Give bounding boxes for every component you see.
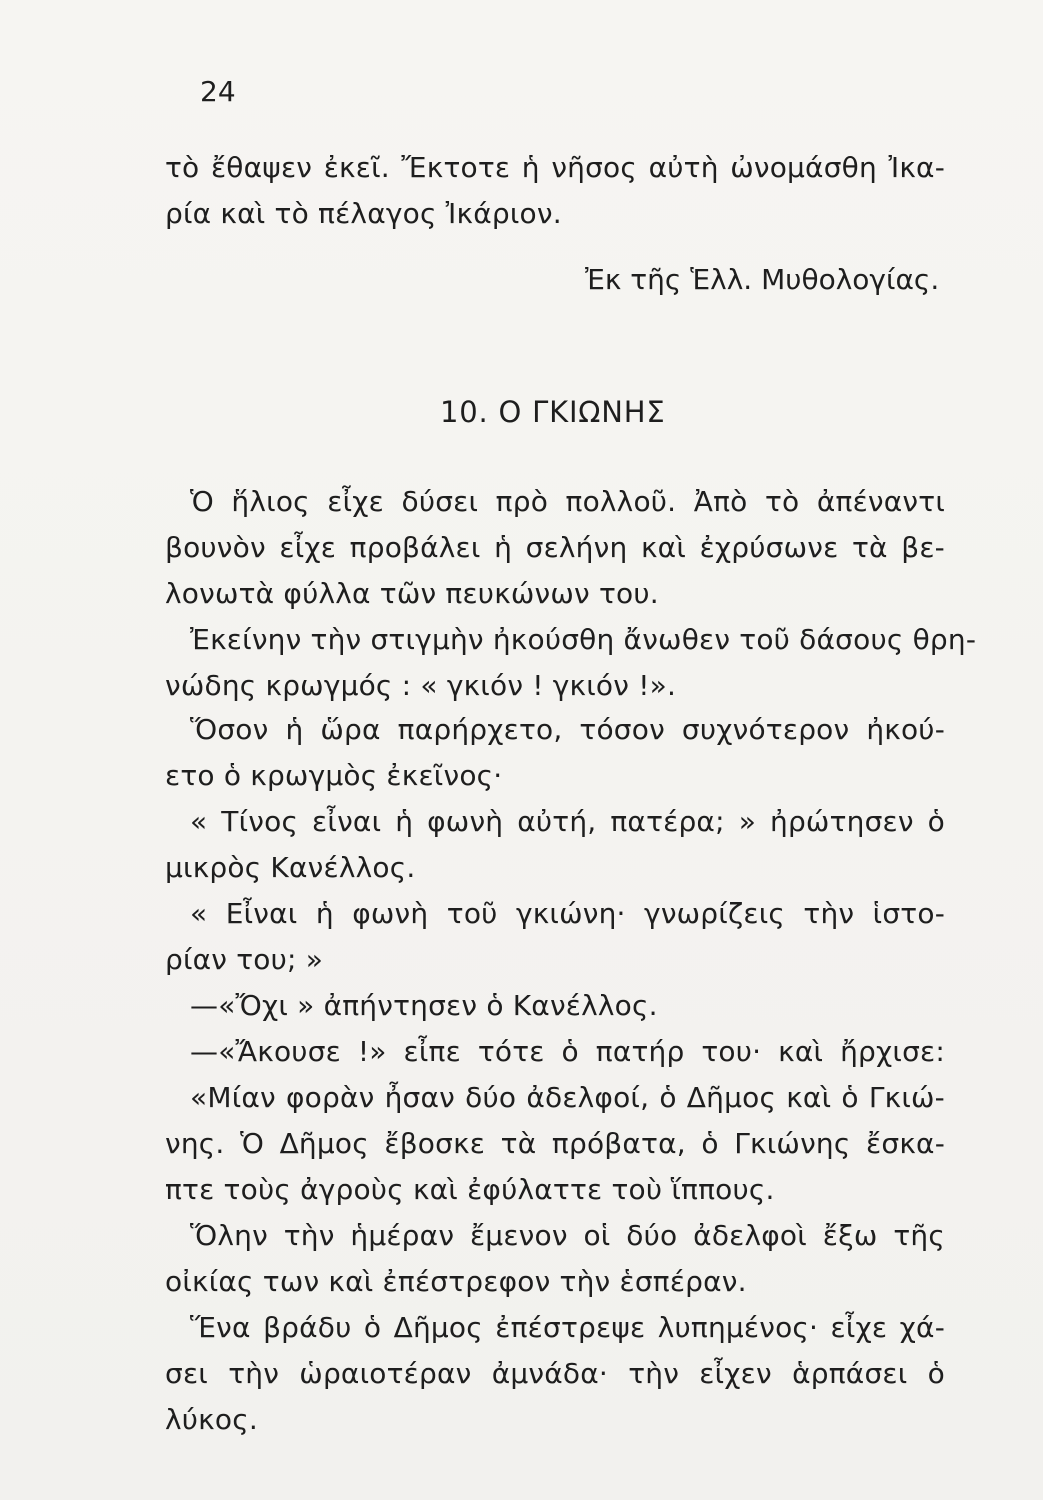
body-line: λονωτὰ φύλλα τῶν πευκώνων του.	[165, 577, 659, 610]
source-attribution: Ἐκ τῆς Ἑλλ. Μυθολογίας.	[585, 263, 940, 296]
chapter-heading: 10. Ο ΓΚΙΩΝΗΣ	[440, 395, 666, 429]
body-line: λύκος.	[165, 1403, 258, 1436]
body-line: Ἐκείνην τὴν στιγμὴν ἠκούσθη ἄνωθεν τοῦ δάσους θρη-	[190, 623, 977, 656]
intro-line: ρία καὶ τὸ πέλαγος Ἰκάριον.	[165, 197, 562, 230]
body-line: —«Ὄχι » ἀπήντησεν ὁ Κανέλλος.	[190, 989, 658, 1022]
body-line: νης. Ὁ Δῆμος ἔβοσκε τὰ πρόβατα, ὁ Γκιώνης ἔσκα-	[165, 1127, 945, 1160]
page-number: 24	[200, 75, 236, 108]
body-line: οἰκίας των καὶ ἐπέστρεφον τὴν ἑσπέραν.	[165, 1265, 747, 1298]
body-line: « Εἶναι ἡ φωνὴ τοῦ γκιώνη· γνωρίζεις τὴν ἱστο-	[190, 897, 945, 930]
intro-line: τὸ ἔθαψεν ἐκεῖ. Ἔκτοτε ἡ νῆσος αὐτὴ ὠνομάσθη Ἰκα-	[165, 151, 945, 184]
body-line: « Τίνος εἶναι ἡ φωνὴ αὐτή, πατέρα; » ἠρώτησεν ὁ	[190, 805, 945, 838]
body-line: «Μίαν φορὰν ἦσαν δύο ἀδελφοί, ὁ Δῆμος καὶ ὁ Γκιώ-	[190, 1081, 945, 1114]
body-line: ετο ὁ κρωγμὸς ἐκεῖνος·	[165, 759, 503, 792]
body-line: πτε τοὺς ἀγροὺς καὶ ἐφύλαττε τοὺ ἵππους.	[165, 1173, 775, 1206]
body-line: —«Ἄκουσε !» εἶπε τότε ὁ πατήρ του· καὶ ἤρχισε:	[190, 1035, 945, 1068]
body-line: νώδης κρωγμός : « γκιόν ! γκιόν !».	[165, 669, 677, 702]
body-line: Ὁ ἥλιος εἶχε δύσει πρὸ πολλοῦ. Ἀπὸ τὸ ἀπέναντι	[190, 485, 945, 518]
body-line: βουνὸν εἶχε προβάλει ἡ σελήνη καὶ ἐχρύσωνε τὰ βε-	[165, 531, 945, 564]
body-line: σει τὴν ὡραιοτέραν ἀμνάδα· τὴν εἶχεν ἁρπάσει ὁ	[165, 1357, 945, 1390]
body-line: Ὅσον ἡ ὥρα παρήρχετο, τόσον συχνότερον ἠκού-	[190, 713, 945, 746]
body-line: Ὅλην τὴν ἡμέραν ἔμενον οἱ δύο ἀδελφοὶ ἔξω τῆς	[190, 1219, 945, 1252]
body-line: ρίαν του; »	[165, 943, 324, 976]
body-line: Ἕνα βράδυ ὁ Δῆμος ἐπέστρεψε λυπημένος· εἶχε χά-	[190, 1311, 945, 1344]
body-line: μικρὸς Κανέλλος.	[165, 851, 416, 884]
